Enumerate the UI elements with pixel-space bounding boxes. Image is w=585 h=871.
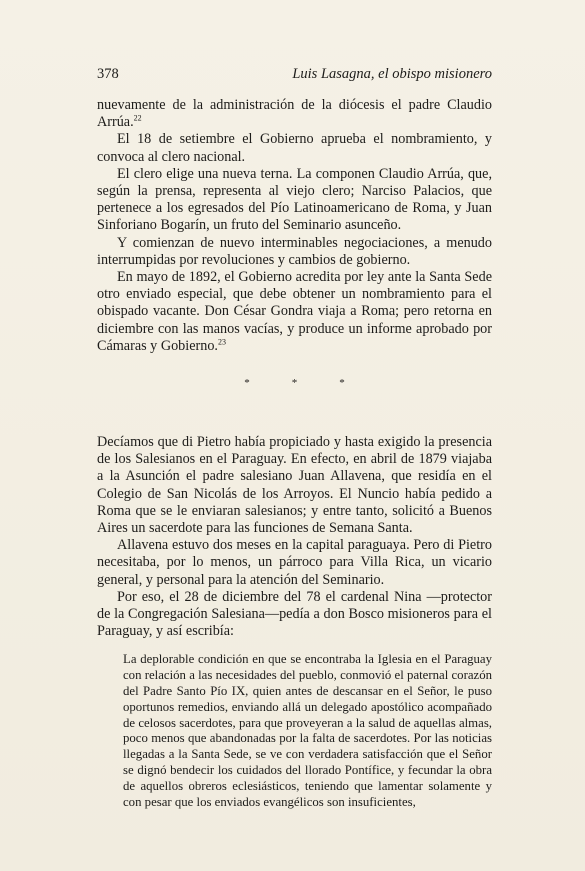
paragraph: Allavena estuvo dos meses en la capital paraguaya. Pero di Pietro necesitaba, por lo menos, un párroco para Villa Rica, un vicario general, y personal para la atención del Seminario.	[97, 537, 492, 588]
page-number: 378	[97, 66, 119, 82]
paragraph: Y comienzan de nuevo interminables negociaciones, a menudo interrumpidas por revoluciones y cambios de gobierno.	[97, 234, 492, 268]
paragraph: Decíamos que di Pietro había propiciado y hasta exigido la presencia de los Salesianos en el Paraguay. En efecto, en abril de 1879 viajaba a la Asunción el padre salesiano Juan Allavena, que residía en el Colegio de San Nicolás de los Arroyos. El Nuncio había pedido a Roma que se le enviaran salesianos; y entre tanto, solicitó a Buenos Aires un sacerdote para las funciones de Semana Santa.	[97, 434, 492, 537]
footnote-ref-22: 22	[133, 113, 142, 123]
paragraph: El 18 de setiembre el Gobierno aprueba el nombramiento, y convoca al clero nacional.	[97, 131, 492, 165]
section-separator	[97, 377, 492, 389]
paragraph-continued	[97, 97, 492, 131]
separator-star: *	[244, 377, 250, 390]
footnote-ref-23: 23	[217, 337, 226, 347]
paragraph-text: En mayo de 1892, el Gobierno acredita por ley ante la Santa Sede otro enviado especial, que debe obtener un nombramiento para el obispado vacante. Don César Gondra viaja a Roma; pero retorna en diciembre con las manos vacías, y produce un informe aprobado por Cámaras y Gobierno.	[97, 269, 492, 354]
running-title: Luis Lasagna, el obispo misionero	[292, 66, 492, 82]
page-body	[97, 97, 492, 810]
paragraph: Por eso, el 28 de diciembre del 78 el cardenal Nina —protector de la Congregación Salesiana—pedía a don Bosco misioneros para el Paraguay, y así escribía:	[97, 588, 492, 640]
separator-star: *	[339, 377, 345, 390]
paragraph: El clero elige una nueva terna. La componen Claudio Arrúa, que, según la prensa, representa al viejo clero; Narciso Palacios, que pertenece a los egresados del Pío Latinoamericano de Roma, y Juan Sinforiano Bogarín, un fruto del Seminario asunceño.	[97, 165, 492, 234]
running-head	[97, 66, 492, 86]
block-quote: La deplorable condición en que se encontraba la Iglesia en el Paraguay con relación a las necesidades del pueblo, conmovió el paternal corazón del Padre Santo Pío IX, quien antes de descansar en el Señor, le puso oportunos remedios, enviando allá un delegado apostólico acompañado de celosos sacerdotes, para que proveyeran a la salud de aquellas almas, poco menos que abandonadas por la falta de sacerdotes. Por las noticias llegadas a la Santa Sede, se ve con verdadera satisfacción que el Señor se dignó bendecir los cuidados del llorado Pontífice, y fecundar la obra de aquellos obreros eclesiásticos, teniendo que lamentar solamente y con pesar que los enviados evangélicos son insuficientes,	[123, 652, 492, 809]
paragraph-text: nuevamente de la administración de la diócesis el padre Claudio Arrúa.	[97, 97, 492, 131]
separator-star: *	[291, 377, 298, 390]
paragraph	[97, 269, 492, 355]
